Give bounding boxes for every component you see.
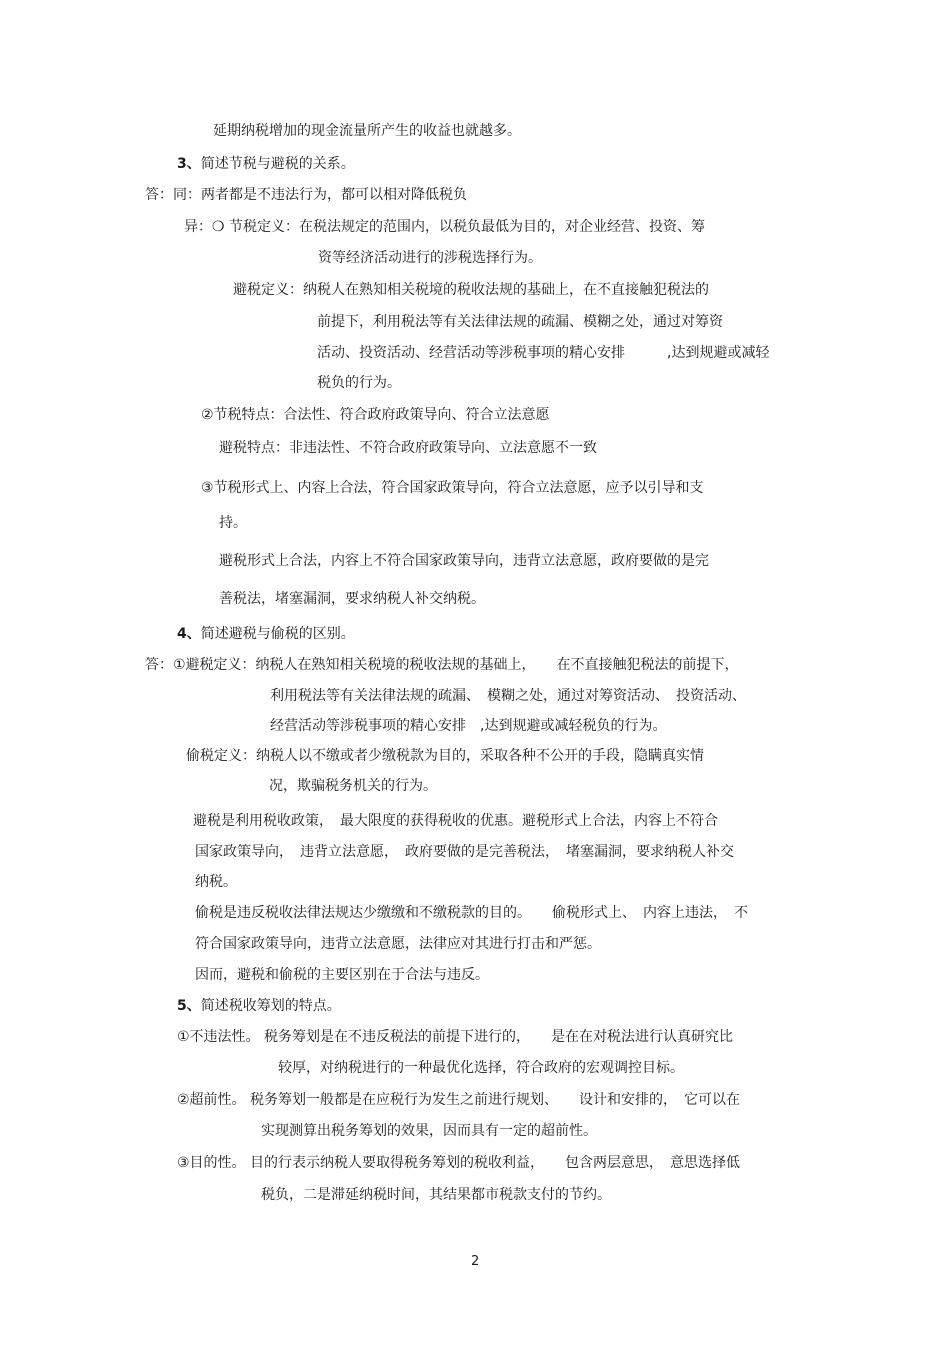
section-title: 简述节税与避税的关系。	[200, 156, 355, 172]
text-line: 异：❍ 节税定义：在税法规定的范围内，以税负最低为目的，对企业经营、投资、筹	[184, 219, 705, 235]
text-line: 答：①避税定义：纳税人在熟知相关税境的税收法规的基础上， 在不直接触犯税法的前提下，	[145, 657, 739, 673]
section-heading	[177, 997, 341, 1015]
section-number: 5、	[177, 998, 201, 1014]
section-title: 简述避税与偷税的区别。	[200, 626, 355, 642]
text-line: 况，欺骗税务机关的行为。	[269, 778, 437, 794]
text-line: ③节税形式上、内容上合法，符合国家政策导向，符合立法意愿，应予以引导和支	[201, 480, 704, 496]
text-line: 因而，避税和偷税的主要区别在于合法与违反。	[195, 967, 489, 983]
text-line: 实现测算出税务筹划的效果，因而具有一定的超前性。	[261, 1123, 597, 1139]
text-line: ①不违法性。 税务筹划是在不违反税法的前提下进行的， 是在在对税法进行认真研究比	[177, 1029, 733, 1045]
section-heading	[177, 625, 355, 643]
text-line: 经营活动等涉税事项的精心安排 ,达到规避或减轻税负的行为。	[270, 718, 667, 734]
text-line: 资等经济活动进行的涉税选择行为。	[318, 250, 542, 266]
text-line: 较厚，对纳税进行的一种最优化选择，符合政府的宏观调控目标。	[278, 1060, 684, 1076]
text-line: 国家政策导向， 违背立法意愿， 政府要做的是完善税法， 堵塞漏洞，要求纳税人补交	[195, 844, 734, 860]
text-line: 税负的行为。	[317, 375, 401, 391]
text-line: 善税法，堵塞漏洞，要求纳税人补交纳税。	[219, 591, 485, 607]
section-number: 3、	[177, 156, 201, 172]
page-number: 2	[471, 1254, 480, 1269]
text-line: 答：同：两者都是不违法行为，都可以相对降低税负	[145, 187, 467, 203]
text-line: 纳税。	[195, 874, 237, 890]
text-line: ②超前性。 税务筹划一般都是在应税行为发生之前进行规划、 设计和安排的， 它可以在	[177, 1092, 740, 1108]
text-line: 偷税定义：纳税人以不缴或者少缴税款为目的，采取各种不公开的手段，隐瞒真实情	[186, 748, 704, 764]
section-number: 4、	[177, 626, 201, 642]
text-line: ②节税特点：合法性、符合政府政策导向、符合立法意愿	[201, 407, 550, 423]
text-line: 利用税法等有关法律法规的疏漏、 模糊之处，通过对筹资活动、 投资活动、	[270, 688, 746, 704]
text-line: 避税特点：非违法性、不符合政府政策导向、立法意愿不一致	[219, 440, 597, 456]
text-line: 前提下，利用税法等有关法律法规的疏漏、模糊之处，通过对筹资	[317, 314, 723, 330]
section-heading	[177, 155, 355, 173]
text-line: 符合国家政策导向，违背立法意愿，法律应对其进行打击和严惩。	[195, 936, 601, 952]
text-line: 避税形式上合法，内容上不符合国家政策导向，违背立法意愿，政府要做的是完	[219, 553, 709, 569]
text-line: 延期纳税增加的现金流量所产生的收益也就越多。	[213, 123, 521, 139]
section-title: 简述税收筹划的特点。	[200, 998, 341, 1014]
text-line: 活动、投资活动、经营活动等涉税事项的精心安排 ,达到规避或减轻	[317, 345, 770, 361]
text-line: 持。	[219, 515, 247, 531]
text-line: 偷税是违反税收法律法规达少缴缴和不缴税款的目的。 偷税形式上、 内容上违法， 不	[195, 905, 748, 921]
text-line: 税负，二是滞延纳税时间，其结果都市税款支付的节约。	[261, 1187, 611, 1203]
text-line: ③目的性。 目的行表示纳税人要取得税务筹划的税收利益， 包含两层意思， 意思选择低	[177, 1155, 740, 1171]
text-line: 避税是利用税收政策， 最大限度的获得税收的优惠。避税形式上合法，内容上不符合	[193, 813, 718, 829]
text-line: 避税定义：纳税人在熟知相关税境的税收法规的基础上，在不直接触犯税法的	[233, 282, 709, 298]
